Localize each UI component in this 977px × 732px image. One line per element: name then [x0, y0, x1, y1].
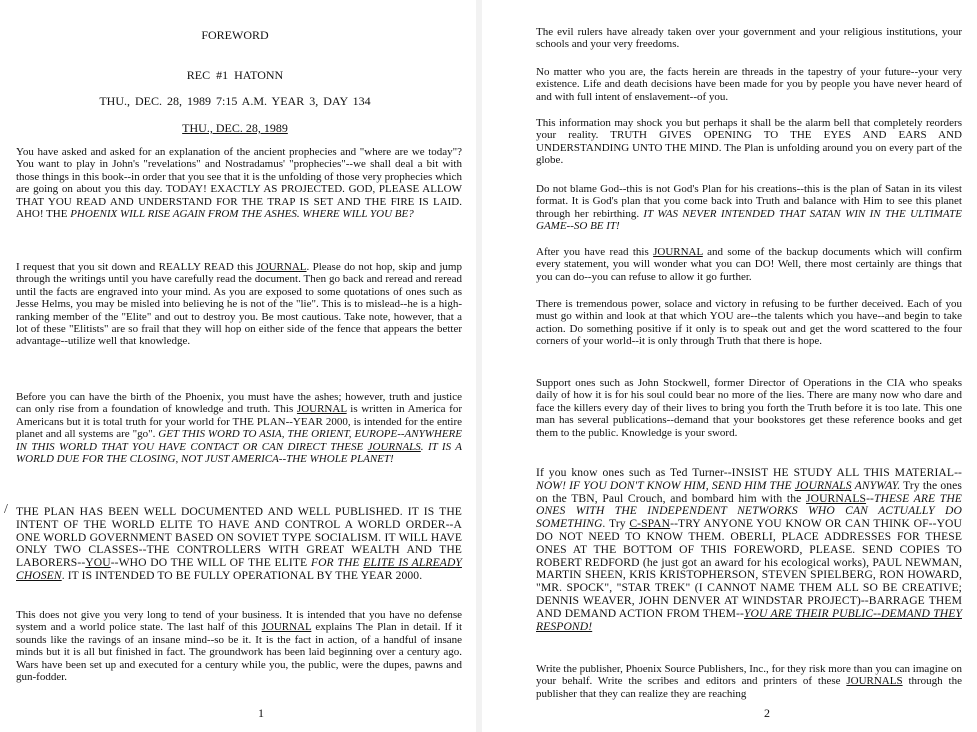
- paragraph-3: Before you can have the birth of the Phoenix, you must have the ashes; however, truth and justice can only rise from a foundation of knowledge and truth. This JOURNAL is written in America for Americans but it is total truth for your world for THE PLAN--YEAR 2000, is intended for the entire planet and all systems are "go". GET THIS WORD TO ASIA, THE ORIENT, EUROPE--ANYWHERE IN THIS WORLD THAT YOU HAVE CONTACT OR CAN DIRECT THESE JOURNALS. IT IS A WORLD DUE FOR THE CLOSING, NOT JUST AMERICA--THE WHOLE PLANET!: [16, 391, 463, 466]
- underlined-date: THU., DEC. 28, 1989: [182, 121, 288, 135]
- date-line: THU., DEC. 28, 1989 7:15 A.M. YEAR 3, DAY 134: [99, 94, 371, 108]
- foreword-heading: FOREWORD: [201, 28, 269, 42]
- paragraph-r5: After you have read this JOURNAL and some of the backup documents which will confirm every statement, you will wonder what you can DO! Well, there most certainly are things that you can do--you can refuse to allow it go further.: [536, 246, 962, 283]
- paragraph-1: You have asked and asked for an explanation of the ancient prophecies and "where are we today"? You want to play in John's "revelations" and Nostradamus' "prophecies"--we shall deal a bit with those things in this book--in order that you see that it is the unfolding of those very prophecies which are going on about you this day. TODAY! EXACTLY AS PROJECTED. GOD, PLEASE ALLOW THAT YOU READ AND UNDERSTAND FOR THE TRAP IS SET AND THE FIRE IS LAID. AHO! THE PHOENIX WILL RISE AGAIN FROM THE ASHES. WHERE WILL YOU BE?: [16, 146, 462, 221]
- paragraph-r2: No matter who you are, the facts herein are threads in the tapestry of your future--your very existence. Life and death decisions have been made for you by people you have never heard of and with full intent of enslavement--of you.: [536, 66, 962, 103]
- page-number-right: 2: [764, 706, 770, 720]
- right-page: [488, 0, 977, 732]
- page-gutter: [476, 0, 482, 732]
- paragraph-r6: There is tremendous power, solace and victory in refusing to be further deceived. Each of you must go within and look at that which YOU are--the talents which you have--and begin to take action. Do something positive if it only is to speak out and get the word scattered to the four corners of your world--it is only through Truth that there is hope.: [536, 298, 962, 348]
- paragraph-r8: If you know ones such as Ted Turner--INSIST HE STUDY ALL THIS MATERIAL--NOW! IF YOU DON'T KNOW HIM, SEND HIM THE JOURNALS ANYWAY. Try the ones on the TBN, Paul Crouch, and bombard him with the JOURNALS--THESE ARE THE ONES WITH THE INDEPENDENT NETWORKS WHO CAN ACTUALLY DO SOMETHING. Try C-SPAN--TRY ANYONE YOU KNOW OR CAN THINK OF--YOU DO NOT NEED TO KNOW THEM. OBERLI, PLACE ADDRESSES FOR THESE ONES AT THE BOTTOM OF THIS FOREWORD, PLEASE. SEND COPIES TO ROBERT REDFORD (he just got an award for his ecological works), PAUL NEWMAN, MARTIN SHEEN, KRIS KRISTOPHERSON, STEVEN SPIELBERG, RON HOWARD, "MR. SPOCK", "STAR TREK" (I CANNOT NAME THEM ALL SO BE CREATIVE; DENNIS WEAVER, JOHN DENVER AT WINDSTAR PROJECT)--BARRAGE THEM AND DEMAND ACTION FROM THEM--YOU ARE THEIR PUBLIC--DEMAND THEY RESPOND!: [536, 466, 962, 633]
- paragraph-r7: Support ones such as John Stockwell, former Director of Operations in the CIA who speaks daily of how it is for his soul could bear no more of the lies. There are many now who dare and face the killers every day of their lives to bring you forth the Truth before it is too late. This one man has several publications--demand that your bookstores get these reference books and get them to the public. Knowledge is your sword.: [536, 377, 962, 439]
- paragraph-5: This does not give you very long to tend of your business. It is intended that you have no defense system and a world police state. The last half of this JOURNAL explains The Plan in detail. If it sounds like the ravings of an insane mind--so be it. It is the fact in action, of a handful of insane minds but it is all but finished in fact. The groundwork has been laid beginning over a century ago. Wars have been set up and executed for a century while you, the public, were the dupes, pawns and gun-fodder.: [16, 609, 462, 684]
- paragraph-2: I request that you sit down and REALLY READ this JOURNAL. Please do not hop, skip and jump through the writings until you have carefully read the document. Then go back and reread and reread until the facts are engraved into your mind. As you are exposed to some quotations of ones such as Jesse Helms, you may be misled into believing he is not of the "lie". This is to mislead--he is a high-ranking member of the "Elite" and out to destroy you. Be most cautious. Take note, however, that a lot of these "Elitists" are so frail that they will hop on either side of the fence that appears the better advantage--utilize well that knowledge.: [16, 261, 462, 348]
- margin-mark: /: [4, 502, 8, 517]
- rec-line: REC #1 HATONN: [186, 68, 284, 82]
- paragraph-4: THE PLAN HAS BEEN WELL DOCUMENTED AND WELL PUBLISHED. IT IS THE INTENT OF THE WORLD ELITE TO HAVE AND CONTROL A WORLD ORDER--A ONE WORLD GOVERNMENT BASED ON SOVIET TYPE SOCIALISM. IT WILL HAVE ONLY TWO CLASSES--THE CONTROLLERS WITH GREAT WEALTH AND THE LABORERS--YOU--WHO DO THE WILL OF THE ELITE FOR THE ELITE IS ALREADY CHOSEN. IT IS INTENDED TO BE FULLY OPERATIONAL BY THE YEAR 2000.: [16, 505, 462, 582]
- paragraph-r4: Do not blame God--this is not God's Plan for his creations--this is the plan of Satan in its vilest format. It is God's plan that you come back into Truth and balance with Him to see this planet through her rebirthing. IT WAS NEVER INTENDED THAT SATAN WIN IN THE ULTIMATE GAME--SO BE IT!: [536, 183, 962, 233]
- left-page: [0, 0, 470, 732]
- page-number-left: 1: [258, 706, 264, 720]
- paragraph-r1: The evil rulers have already taken over your government and your religious institutions, your schools and your very freedoms.: [536, 26, 962, 51]
- paragraph-r3: This information may shock you but perhaps it shall be the alarm bell that completely reorders your reality. TRUTH GIVES OPENING TO THE EYES AND EARS AND UNDERSTANDING UNTO THE MIND. The Plan is unfolding around you on every part of the globe.: [536, 117, 962, 167]
- paragraph-r9: Write the publisher, Phoenix Source Publishers, Inc., for they risk more than you can imagine on your behalf. Write the scribes and editors and printers of these JOURNALS through the publisher that they can realize they are reaching: [536, 663, 962, 700]
